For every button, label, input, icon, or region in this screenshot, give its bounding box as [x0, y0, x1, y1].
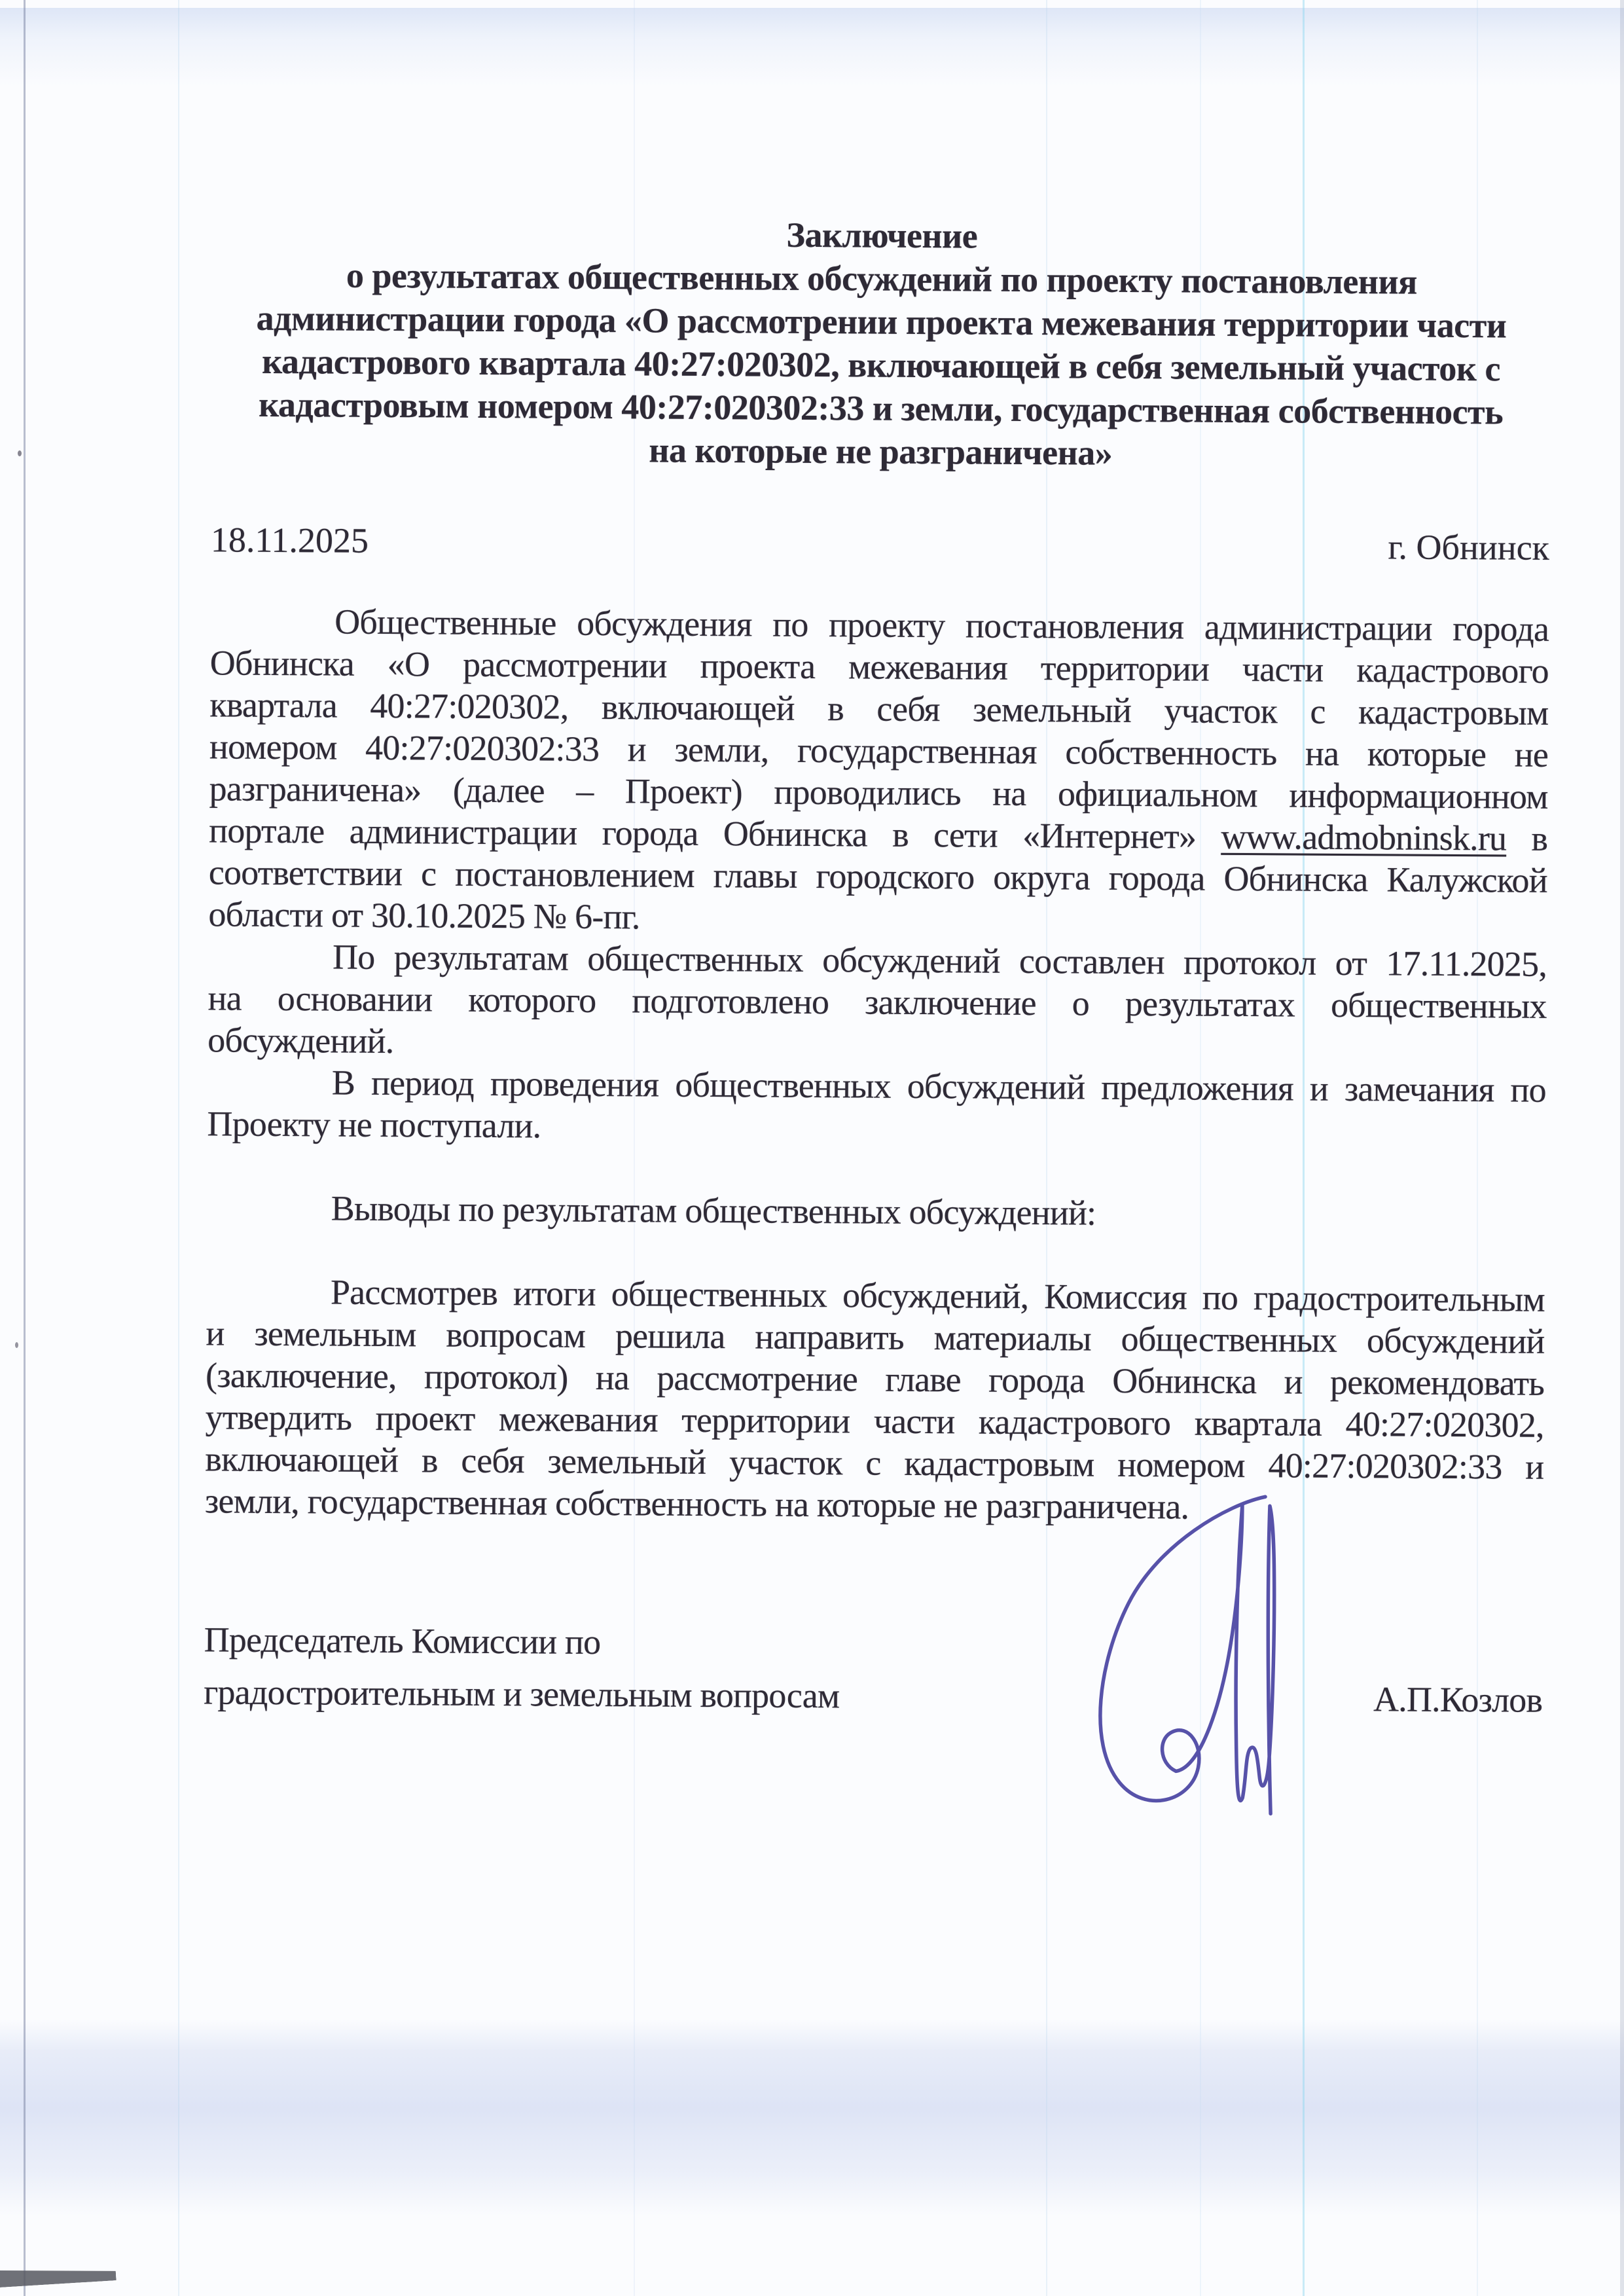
p4-line-5: включающей в себя земельный участок с кадастровым номером 40:27:020302:33 и [205, 1439, 1544, 1487]
dateline [211, 519, 1549, 568]
p1-line-5: разграничена» (далее – Проект) проводились на официальном информационном [209, 769, 1548, 816]
p2-line-3: обсуждений. [208, 1020, 394, 1061]
p1-line-7: соответствии с постановлением главы городского округа города Обнинска Калужской [208, 852, 1547, 900]
p3-line-2: Проекту не поступали. [207, 1104, 541, 1146]
document-place: г. Обнинск [1388, 527, 1550, 568]
p4-line-6: земли, государственная собственность на которые не разграничена. [204, 1481, 1189, 1527]
title-line-1: Заключение [786, 215, 978, 256]
p3-line-1: В период проведения общественных обсуждений предложения и замечания по [331, 1063, 1547, 1110]
signer-position-line-1: Председатель Комиссии по [204, 1620, 601, 1662]
admobninsk-url-link[interactable]: www.admobninsk.ru [1221, 816, 1507, 858]
p1-line-1: Общественные обсуждения по проекту постановления администрации города [334, 602, 1549, 649]
p1-line-2: Обнинска «О рассмотрении проекта межевания территории части кадастрового [209, 643, 1549, 691]
title-line-5: кадастровым номером 40:27:020302:33 и земли, государственная собственность [259, 384, 1504, 432]
p4-line-2: и земельным вопросам решила направить материалы общественных обсуждений [206, 1313, 1545, 1361]
p1-line-4: номером 40:27:020302:33 и земли, государственная собственность на которые не [209, 727, 1549, 774]
p1-line-8: области от 30.10.2025 № 6-пг. [208, 894, 640, 937]
signer-name: А.П.Козлов [1373, 1679, 1543, 1720]
p1-line-6-text: портале администрации города Обнинска в сети «Интернет» [209, 811, 1221, 856]
p1-line-6-text-end: в [1506, 818, 1548, 858]
p2-line-1: По результатам общественных обсуждений составлен протокол от 17.11.2025, [332, 937, 1547, 984]
paragraph-1 [208, 600, 1549, 943]
p1-line-3: квартала 40:27:020302, включающей в себя земельный участок с кадастровым [209, 685, 1549, 733]
p4-line-3: (заключение, протокол) на рассмотрение главе города Обнинска и рекомендовать [205, 1355, 1545, 1403]
p2-line-2: на основании которого подготовлено заключение о результатах общественных [208, 978, 1547, 1026]
paragraph-4 [205, 1270, 1545, 1529]
conclusions-heading: Выводы по результатам общественных обсуждений: [331, 1188, 1096, 1233]
signer-position-line-2: градостроительным и земельным вопросам [204, 1672, 840, 1716]
title-line-4: кадастрового квартала 40:27:020302, включающей в себя земельный участок с [262, 341, 1501, 389]
paragraph-2 [208, 935, 1547, 1068]
p4-line-4: утвердить проект межевания территории части кадастрового квартала 40:27:020302, [205, 1397, 1544, 1445]
title-line-6: на которые не разграничена» [649, 430, 1113, 473]
p4-line-1: Рассмотрев итоги общественных обсуждений, Комиссия по градостроительным [330, 1272, 1545, 1319]
title-line-3: администрации города «О рассмотрении проекта межевания территории части [256, 298, 1507, 346]
document-date: 18.11.2025 [210, 520, 369, 560]
paragraph-3 [207, 1061, 1546, 1152]
document-title [211, 210, 1551, 477]
handwritten-signature [1072, 1486, 1323, 1828]
title-line-2: о результатах общественных обсуждений по проекту постановления [346, 255, 1418, 302]
